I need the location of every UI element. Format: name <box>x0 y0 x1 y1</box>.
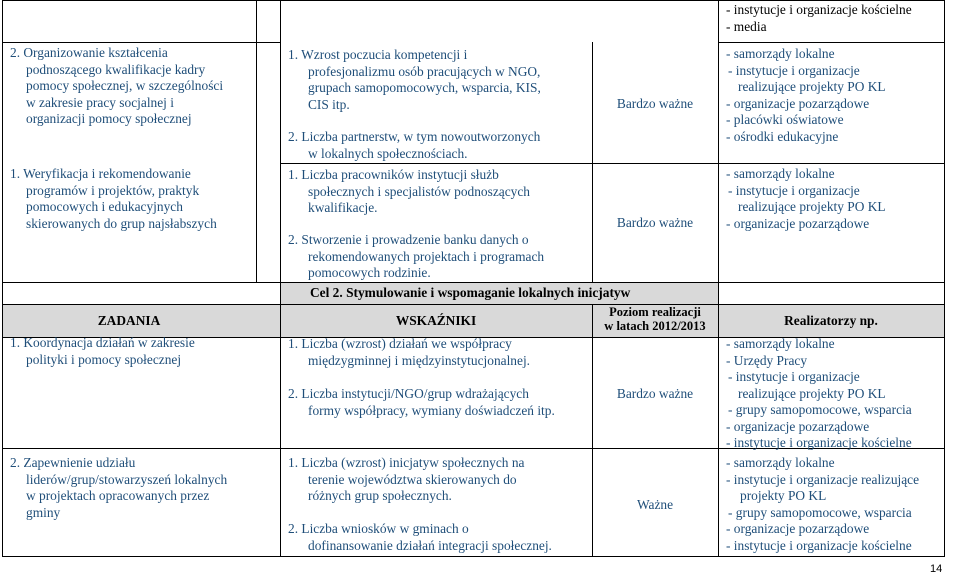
grid-line <box>2 42 256 43</box>
page-number: 14 <box>930 563 943 575</box>
wskaznik-item: 1. Liczba (wzrost) działań we współpracy międzygminnej i międzyinstytucjonalnej. <box>288 336 531 368</box>
grid-line <box>2 0 944 1</box>
grid-line <box>944 0 945 557</box>
zadanie-item: 1. Koordynacja działań w zakresie polityki i pomocy społecznej <box>10 335 195 367</box>
grid-line <box>718 42 944 43</box>
grid-line <box>280 163 944 164</box>
wskaznik-item: 1. Liczba pracowników instytucji służb społecznych i specjalistów podnoszących kwalifikacje. <box>288 167 530 215</box>
realizatorzy-list: - samorządy lokalne - Urzędy Pracy - instytucje i organizacje realizujące projekty PO KL - grupy samopomocowe, wsparcia - organizacje pozarządowe - instytucje i organizacje kościelne <box>726 336 912 450</box>
wskaznik-item: 1. Liczba (wzrost) inicjatyw społecznych na terenie województwa skierowanych do różnych grup społecznych. <box>288 455 525 503</box>
grid-line <box>592 304 593 557</box>
zadanie-item: 1. Weryfikacja i rekomendowanie programów i projektów, praktyk pomocowych i edukacyjnych skierowanych do grup najsłabszych <box>10 166 217 231</box>
grid-line <box>2 282 944 283</box>
zadanie-item: 2. Organizowanie kształcenia podnoszącego kwalifikacje kadry pomocy społecznej, w szczególności w zakresie pracy socjalnej i organizacji pomocy społecznej <box>10 45 224 126</box>
zadanie-item: 2. Zapewnienie udziału liderów/grup/stowarzyszeń lokalnych w projektach opracowanych przez gminy <box>10 455 228 520</box>
header-poziom: Poziom realizacji w latach 2012/2013 <box>604 305 706 333</box>
grid-line <box>256 42 280 43</box>
poziom-realizacji: Bardzo ważne <box>616 96 694 111</box>
cel2-title: Cel 2. Stymulowanie i wspomaganie lokalnych inicjatyw <box>310 285 631 300</box>
grid-line <box>2 0 3 557</box>
realizatorzy-list: - samorządy lokalne - instytucje i organizacje realizujące projekty PO KL - organizacje pozarządowe <box>726 166 886 231</box>
grid-line <box>280 0 281 557</box>
grid-line <box>2 304 944 305</box>
poziom-realizacji: Bardzo ważne <box>616 386 694 401</box>
grid-line <box>256 0 257 282</box>
wskaznik-item: 2. Liczba wniosków w gminach o dofinansowanie działań integracji społecznej. <box>288 521 552 553</box>
wskaznik-item: 1. Wzrost poczucia kompetencji i profesjonalizmu osób pracujących w NGO, grupach samopomocowych, wsparcia, KIS, CIS itp. <box>288 47 541 112</box>
realizatorzy-list: - samorządy lokalne - instytucje i organizacje realizujące projekty PO KL - organizacje pozarządowe - placówki oświatowe - ośrodki edukacyjne <box>726 46 886 144</box>
header-wskazniki: WSKAŹNIKI <box>395 313 477 328</box>
realizatorzy-list: - samorządy lokalne - instytucje i organizacje realizujące projekty PO KL - grupy samopomocowe, wsparcia - organizacje pozarządowe - instytucje i organizacje kościelne <box>726 455 920 553</box>
poziom-realizacji: Bardzo ważne <box>616 215 694 230</box>
top-right-text: - instytucje i organizacje kościelne - media <box>726 2 912 34</box>
grid-line <box>718 0 719 557</box>
grid-line <box>2 556 944 557</box>
wskaznik-item: 2. Liczba partnerstw, w tym nowoutworzonych w lokalnych społecznościach. <box>288 129 541 161</box>
header-zadania: ZADANIA <box>97 313 161 328</box>
wskaznik-item: 2. Liczba instytucji/NGO/grup wdrażających formy współpracy, wymiany doświadczeń itp. <box>288 386 555 418</box>
poziom-realizacji: Ważne <box>636 497 674 512</box>
header-realizatorzy: Realizatorzy np. <box>784 313 878 328</box>
wskaznik-item: 2. Stworzenie i prowadzenie banku danych o rekomendowanych projektach i programach pomocowych rodzinie. <box>288 232 545 280</box>
grid-line <box>592 42 593 282</box>
